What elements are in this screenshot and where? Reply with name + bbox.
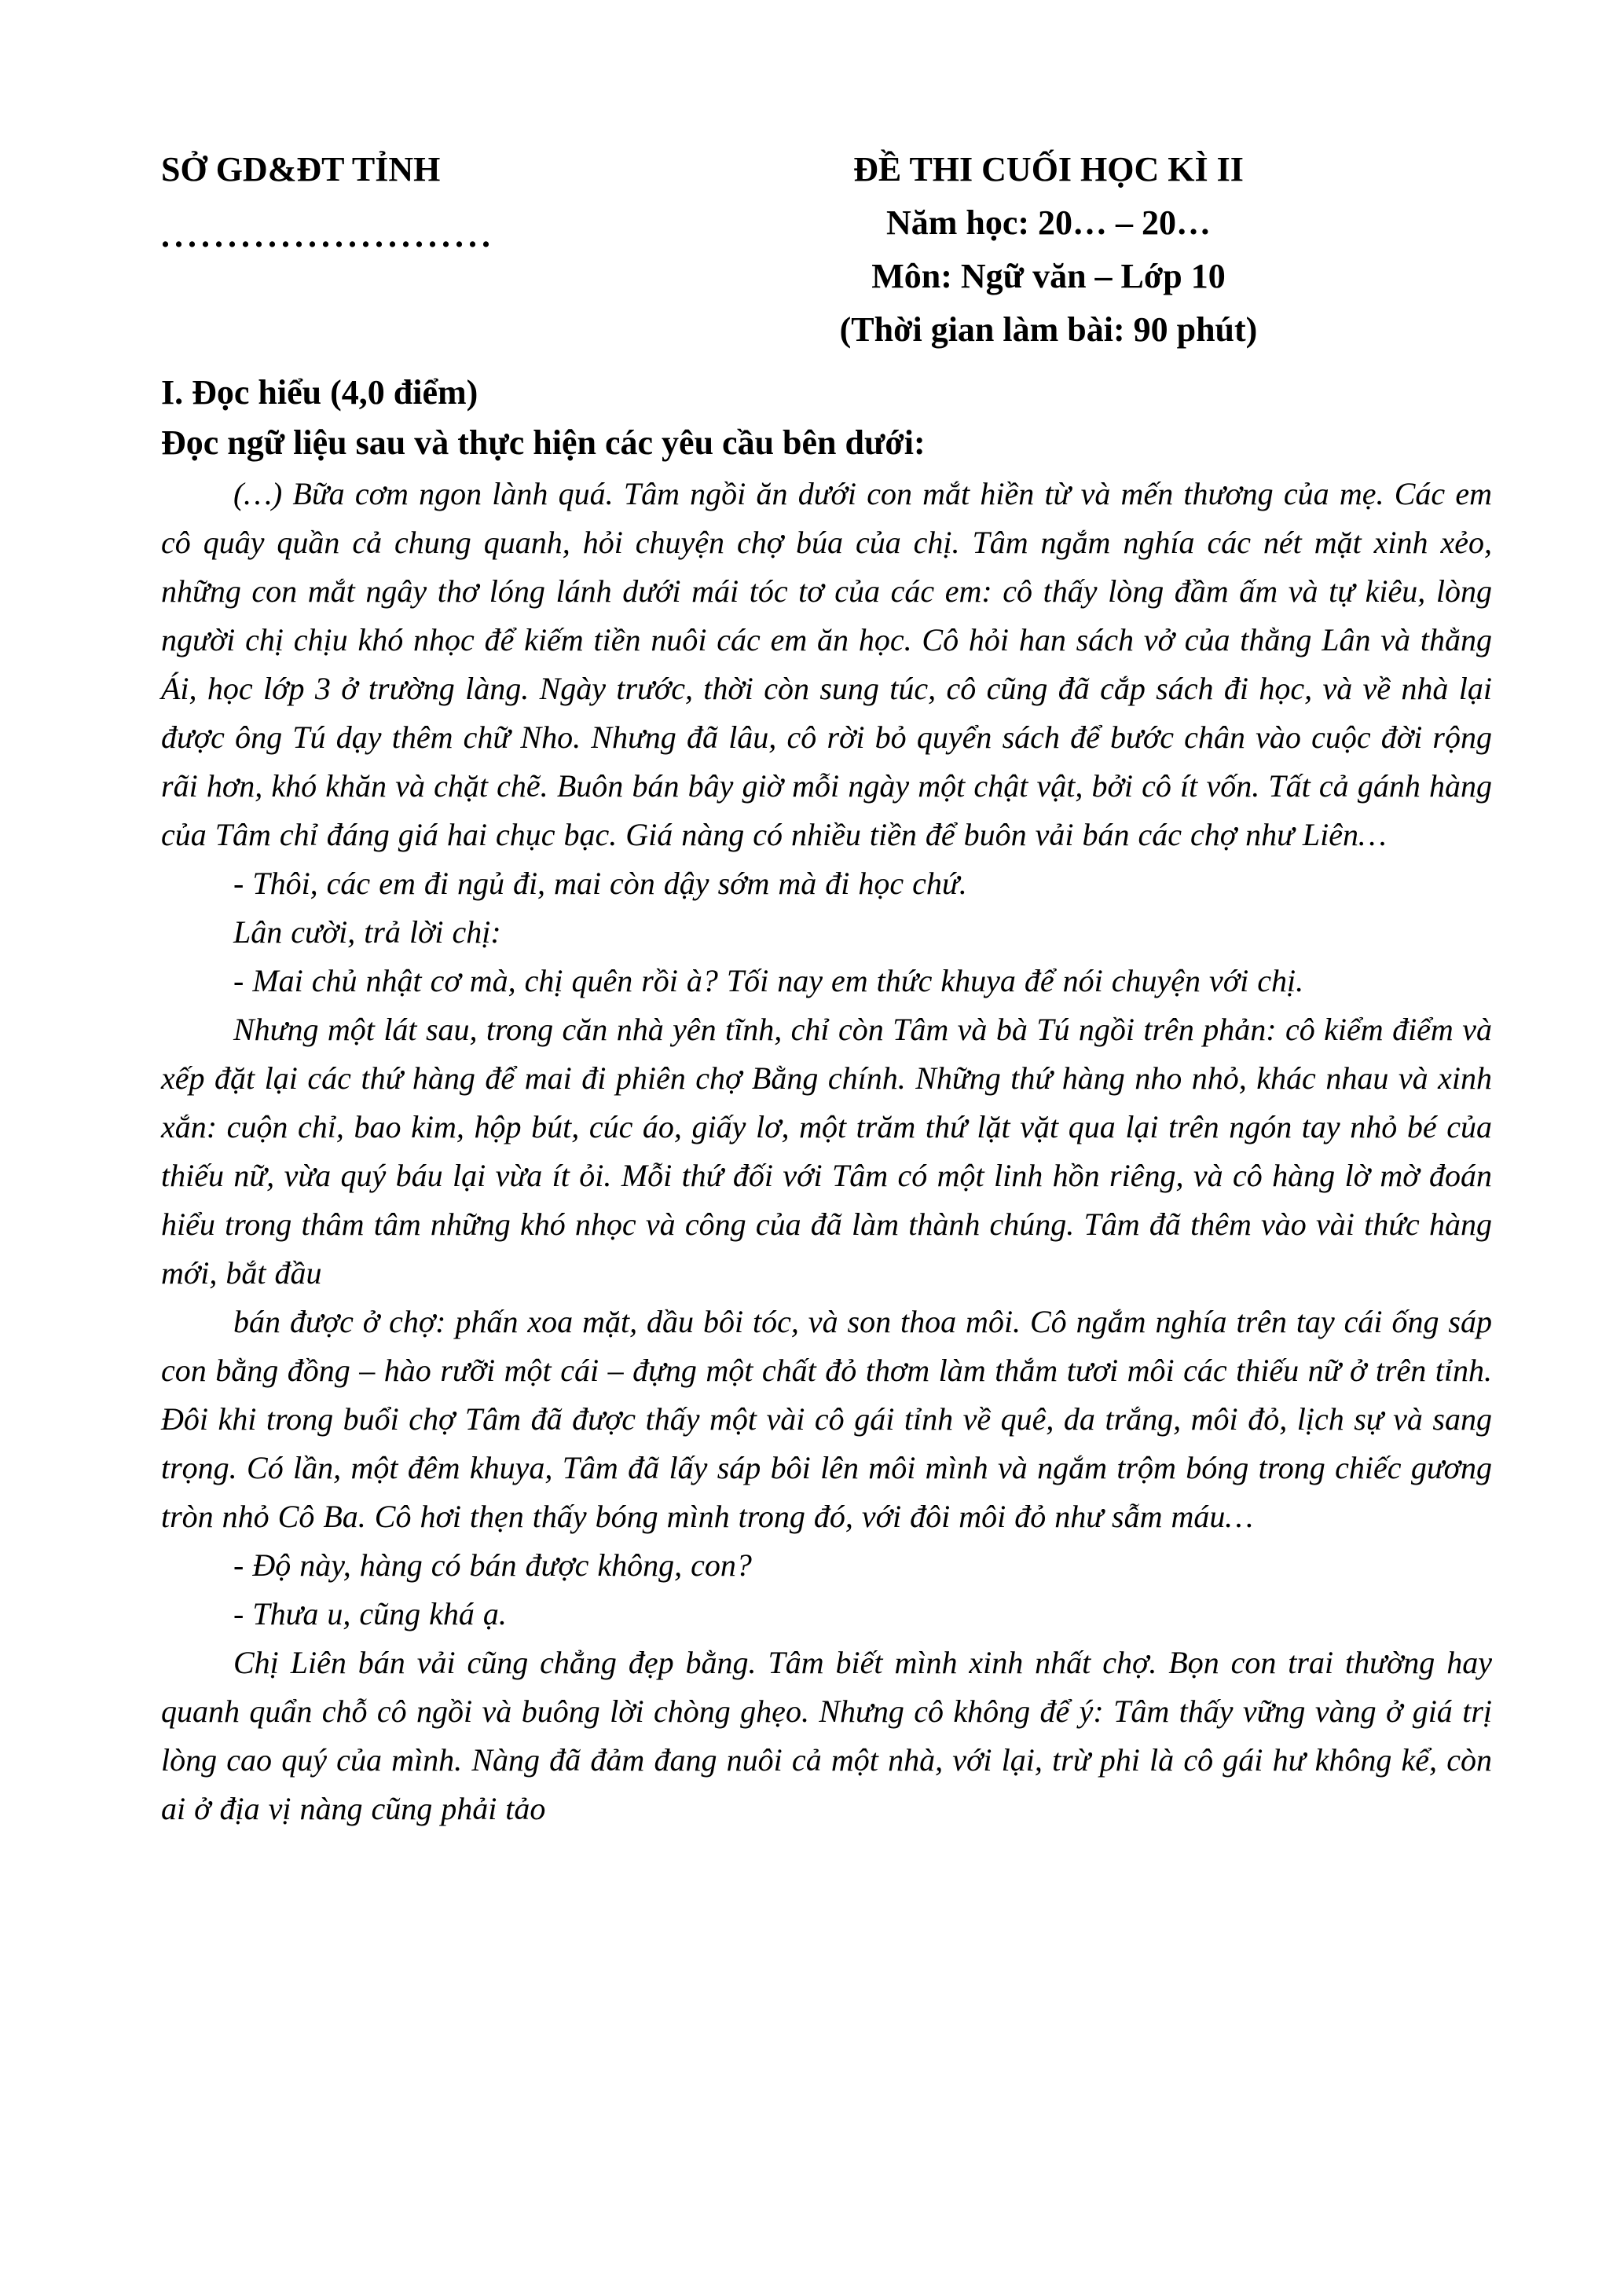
header-right-block bbox=[605, 143, 1492, 357]
passage-paragraph: Nhưng một lát sau, trong căn nhà yên tĩnh, chỉ còn Tâm và bà Tú ngồi trên phản: cô kiểm điểm và xếp đặt lại các thứ hàng để mai đi phiên chợ Bằng chính. Những thứ hàng nho nhỏ, khác nhau và xinh xắn: cuộn chỉ, bao kim, hộp bút, cúc áo, giấy lơ, một trăm thứ lặt vặt qua lại trên ngón tay nhỏ bé của thiếu nữ, vừa quý báu lại vừa ít ỏi. Mỗi thứ đối với Tâm có một linh hồn riêng, và cô hàng lờ mờ đoán hiểu trong thâm tâm những khó nhọc và công của đã làm thành chúng. Tâm đã thêm vào vài thức hàng mới, bắt đầu bbox=[161, 1012, 1492, 1291]
reading-passage bbox=[161, 470, 1492, 1833]
department-name-dotted-line: ......................... bbox=[161, 216, 495, 255]
reading-instruction: Đọc ngữ liệu sau và thực hiện các yêu cầu bên dưới: bbox=[161, 423, 926, 462]
passage-paragraph: - Độ này, hàng có bán được không, con? bbox=[233, 1547, 752, 1583]
school-year-line: Năm học: 20… – 20… bbox=[885, 203, 1212, 242]
header-left-block bbox=[161, 143, 605, 262]
subject-line: Môn: Ngữ văn – Lớp 10 bbox=[871, 257, 1226, 295]
passage-paragraph: - Thôi, các em đi ngủ đi, mai còn dậy sớm mà đi học chứ. bbox=[233, 866, 967, 901]
section-heading-reading: I. Đọc hiểu (4,0 điểm) bbox=[161, 373, 478, 412]
doc-header bbox=[161, 143, 1492, 357]
passage-paragraph: bán được ở chợ: phấn xoa mặt, dầu bôi tóc, và son thoa môi. Cô ngắm nghía trên tay cái ống sáp con bằng đồng – hào rưỡi một cái – đựng một chất đỏ thơm làm thắm tươi môi các thiếu nữ ở trên tỉnh. Đôi khi trong buổi chợ Tâm đã được thấy một vài cô gái tỉnh về quê, da trắng, môi đỏ, lịch sự và sang trọng. Có lần, một đêm khuya, Tâm đã lấy sáp bôi lên môi mình và ngắm trộm bóng trong chiếc gương tròn nhỏ Cô Ba. Cô hơi thẹn thấy bóng mình trong đó, với đôi môi đỏ như sẫm máu… bbox=[161, 1304, 1492, 1534]
passage-paragraph: Lân cười, trả lời chị: bbox=[233, 914, 501, 950]
passage-paragraph: - Thưa u, cũng khá ạ. bbox=[233, 1596, 507, 1631]
issuing-department: SỞ GD&ĐT TỈNH bbox=[161, 150, 441, 189]
passage-paragraph: (…) Bữa cơm ngon lành quá. Tâm ngồi ăn dưới con mắt hiền từ và mến thương của mẹ. Các em cô quây quần cả chung quanh, hỏi chuyện chợ búa của chị. Tâm ngắm nghía các nét mặt xinh xẻo, những con mắt ngây thơ lóng lánh dưới mái tóc tơ của các em: cô thấy lòng đầm ấm và tự kiêu, lòng người chị chịu khó nhọc để kiếm tiền nuôi các em ăn học. Cô hỏi han sách vở của thằng Lân và thằng Ái, học lớp 3 ở trường làng. Ngày trước, thời còn sung túc, cô cũng đã cắp sách đi học, và về nhà lại được ông Tú dạy thêm chữ Nho. Nhưng đã lâu, cô rời bỏ quyển sách để bước chân vào cuộc đời rộng rãi hơn, khó khăn và chặt chẽ. Buôn bán bây giờ mỗi ngày một chật vật, bởi cô ít vốn. Tất cả gánh hàng của Tâm chỉ đáng giá hai chục bạc. Giá nàng có nhiều tiền để buôn vải bán các chợ như Liên… bbox=[161, 476, 1492, 852]
passage-paragraph: Chị Liên bán vải cũng chẳng đẹp bằng. Tâm biết mình xinh nhất chợ. Bọn con trai thường hay quanh quẩn chỗ cô ngồi và buông lời chòng ghẹo. Nhưng cô không để ý: Tâm thấy vững vàng ở giá trị lòng cao quý của mình. Nàng đã đảm đang nuôi cả một nhà, với lại, trừ phi là cô gái hư không kể, còn ai ở địa vị nàng cũng phải tảo bbox=[161, 1645, 1492, 1826]
duration-line: (Thời gian làm bài: 90 phút) bbox=[839, 310, 1258, 349]
passage-paragraph: - Mai chủ nhật cơ mà, chị quên rồi à? Tối nay em thức khuya để nói chuyện với chị. bbox=[233, 963, 1304, 998]
exam-title: ĐỀ THI CUỐI HỌC KÌ II bbox=[853, 150, 1244, 189]
